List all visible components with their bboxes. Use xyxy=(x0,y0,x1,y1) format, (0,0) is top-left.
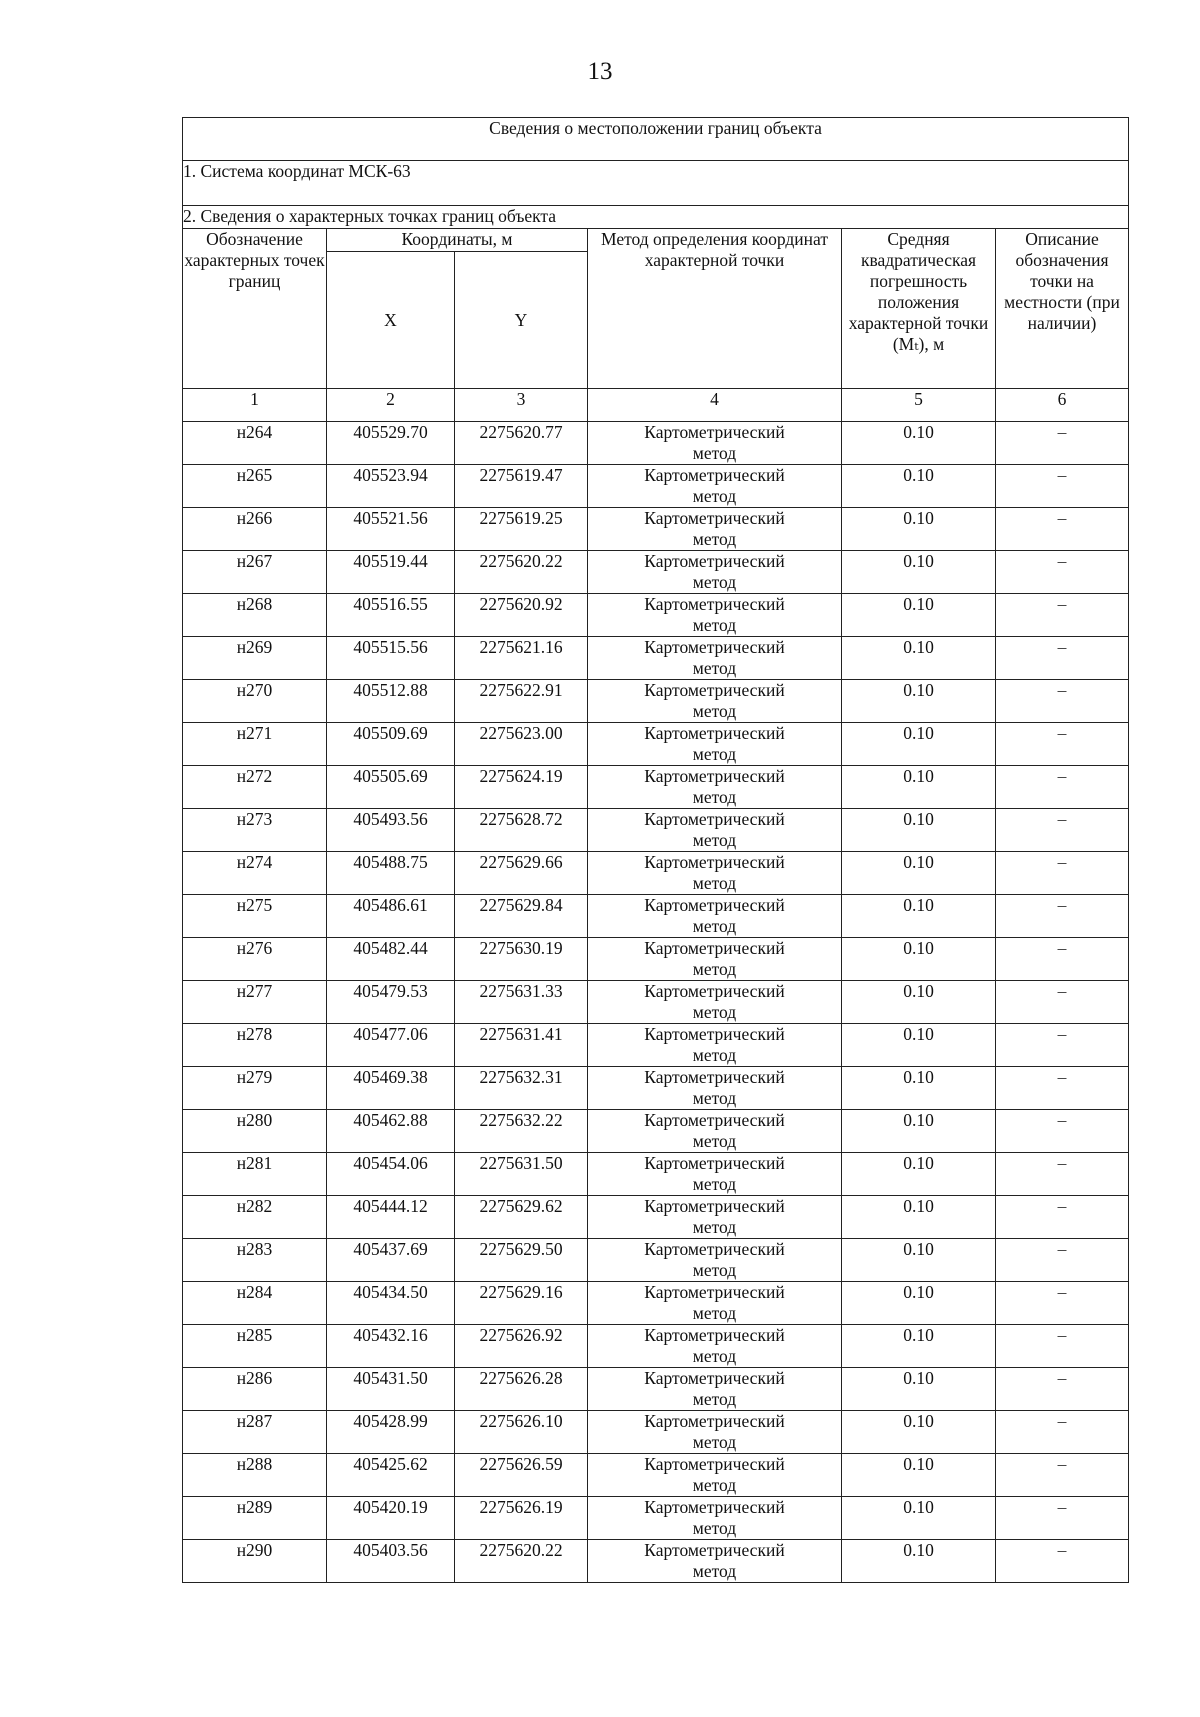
mean-error: 0.10 xyxy=(842,1239,996,1282)
method-line-1: Картометрический xyxy=(644,680,785,700)
point-description: – xyxy=(996,852,1129,895)
coord-x: 405403.56 xyxy=(327,1540,455,1583)
coord-y: 2275619.25 xyxy=(455,508,588,551)
coord-x: 405477.06 xyxy=(327,1024,455,1067)
coord-y: 2275622.91 xyxy=(455,680,588,723)
point-description: – xyxy=(996,1368,1129,1411)
method xyxy=(588,1153,842,1196)
mean-error: 0.10 xyxy=(842,981,996,1024)
method xyxy=(588,852,842,895)
coord-x: 405486.61 xyxy=(327,895,455,938)
table-row xyxy=(183,1067,1129,1110)
method-line-2: метод xyxy=(692,916,737,936)
table-row xyxy=(183,1497,1129,1540)
method-line-1: Картометрический xyxy=(644,1282,785,1302)
point-name: н289 xyxy=(183,1497,327,1540)
coord-y: 2275629.62 xyxy=(455,1196,588,1239)
mean-error: 0.10 xyxy=(842,766,996,809)
coord-y: 2275630.19 xyxy=(455,938,588,981)
method-line-1: Картометрический xyxy=(644,1411,785,1431)
mean-error: 0.10 xyxy=(842,1282,996,1325)
point-name: н275 xyxy=(183,895,327,938)
method-line-2: метод xyxy=(692,1475,737,1495)
method-line-2: метод xyxy=(692,1346,737,1366)
coord-x: 405431.50 xyxy=(327,1368,455,1411)
coord-y: 2275623.00 xyxy=(455,723,588,766)
method xyxy=(588,1282,842,1325)
method xyxy=(588,766,842,809)
coordinate-system: 1. Система координат МСК-63 xyxy=(183,161,1129,206)
coord-x: 405505.69 xyxy=(327,766,455,809)
mean-error: 0.10 xyxy=(842,1540,996,1583)
mean-error: 0.10 xyxy=(842,1497,996,1540)
method-line-1: Картометрический xyxy=(644,723,785,743)
mean-error: 0.10 xyxy=(842,508,996,551)
coord-y: 2275632.31 xyxy=(455,1067,588,1110)
table-row xyxy=(183,852,1129,895)
coord-x: 405462.88 xyxy=(327,1110,455,1153)
coord-x: 405521.56 xyxy=(327,508,455,551)
mean-error: 0.10 xyxy=(842,1024,996,1067)
mean-error: 0.10 xyxy=(842,1411,996,1454)
method-line-1: Картометрический xyxy=(644,1540,785,1560)
coord-y: 2275632.22 xyxy=(455,1110,588,1153)
header-x: X xyxy=(327,252,455,389)
coord-y: 2275626.92 xyxy=(455,1325,588,1368)
header-mean-error: Средняя квадратическая погрешность положения характерной точки (Mₜ), м xyxy=(842,229,996,389)
method-line-2: метод xyxy=(692,1217,737,1237)
table-row xyxy=(183,1153,1129,1196)
method-line-2: метод xyxy=(692,830,737,850)
point-description: – xyxy=(996,809,1129,852)
method-line-1: Картометрический xyxy=(644,895,785,915)
section-heading: 2. Сведения о характерных точках границ объекта xyxy=(183,206,1129,229)
mean-error: 0.10 xyxy=(842,1325,996,1368)
method-line-1: Картометрический xyxy=(644,551,785,571)
method-line-2: метод xyxy=(692,486,737,506)
method-line-1: Картометрический xyxy=(644,508,785,528)
method-line-2: метод xyxy=(692,701,737,721)
table-row xyxy=(183,1454,1129,1497)
header-method: Метод определения координат характерной точки xyxy=(588,229,842,389)
point-description: – xyxy=(996,895,1129,938)
method xyxy=(588,551,842,594)
point-description: – xyxy=(996,465,1129,508)
point-description: – xyxy=(996,1497,1129,1540)
method-line-2: метод xyxy=(692,959,737,979)
header-coordinates: Координаты, м xyxy=(327,229,588,252)
table-row xyxy=(183,766,1129,809)
method xyxy=(588,637,842,680)
point-name: н276 xyxy=(183,938,327,981)
method-line-2: метод xyxy=(692,1432,737,1452)
point-name: н266 xyxy=(183,508,327,551)
method-line-1: Картометрический xyxy=(644,637,785,657)
mean-error: 0.10 xyxy=(842,1196,996,1239)
point-description: – xyxy=(996,637,1129,680)
coord-y: 2275631.50 xyxy=(455,1153,588,1196)
method xyxy=(588,809,842,852)
mean-error: 0.10 xyxy=(842,680,996,723)
method-line-2: метод xyxy=(692,1088,737,1108)
method xyxy=(588,508,842,551)
method xyxy=(588,723,842,766)
coord-x: 405428.99 xyxy=(327,1411,455,1454)
table-row xyxy=(183,551,1129,594)
method xyxy=(588,1540,842,1583)
method-line-1: Картометрический xyxy=(644,1239,785,1259)
point-name: н279 xyxy=(183,1067,327,1110)
point-name: н288 xyxy=(183,1454,327,1497)
method-line-2: метод xyxy=(692,443,737,463)
method-line-1: Картометрический xyxy=(644,809,785,829)
table-row xyxy=(183,1239,1129,1282)
point-name: н284 xyxy=(183,1282,327,1325)
point-name: н283 xyxy=(183,1239,327,1282)
point-description: – xyxy=(996,723,1129,766)
coord-x: 405469.38 xyxy=(327,1067,455,1110)
mean-error: 0.10 xyxy=(842,1067,996,1110)
method-line-2: метод xyxy=(692,615,737,635)
column-number: 3 xyxy=(455,389,588,422)
method-line-2: метод xyxy=(692,873,737,893)
coord-y: 2275626.28 xyxy=(455,1368,588,1411)
method-line-2: метод xyxy=(692,1002,737,1022)
column-number: 6 xyxy=(996,389,1129,422)
method xyxy=(588,1024,842,1067)
point-description: – xyxy=(996,594,1129,637)
header-point-designation: Обозначение характерных точек границ xyxy=(183,229,327,389)
table-row xyxy=(183,938,1129,981)
method-line-1: Картометрический xyxy=(644,594,785,614)
method xyxy=(588,465,842,508)
mean-error: 0.10 xyxy=(842,1110,996,1153)
coord-y: 2275621.16 xyxy=(455,637,588,680)
coord-x: 405425.62 xyxy=(327,1454,455,1497)
coord-x: 405488.75 xyxy=(327,852,455,895)
coord-y: 2275629.50 xyxy=(455,1239,588,1282)
method-line-2: метод xyxy=(692,1518,737,1538)
coord-y: 2275620.22 xyxy=(455,1540,588,1583)
coord-y: 2275624.19 xyxy=(455,766,588,809)
method-line-1: Картометрический xyxy=(644,1024,785,1044)
coord-x: 405434.50 xyxy=(327,1282,455,1325)
point-description: – xyxy=(996,766,1129,809)
coord-y: 2275620.22 xyxy=(455,551,588,594)
table-row xyxy=(183,1411,1129,1454)
point-description: – xyxy=(996,1454,1129,1497)
table-row xyxy=(183,508,1129,551)
point-description: – xyxy=(996,680,1129,723)
coord-x: 405493.56 xyxy=(327,809,455,852)
method xyxy=(588,422,842,465)
method-line-1: Картометрический xyxy=(644,1067,785,1087)
point-name: н280 xyxy=(183,1110,327,1153)
coord-y: 2275620.77 xyxy=(455,422,588,465)
point-description: – xyxy=(996,1067,1129,1110)
table-row xyxy=(183,1325,1129,1368)
method-line-2: метод xyxy=(692,744,737,764)
coord-y: 2275626.19 xyxy=(455,1497,588,1540)
method-line-1: Картометрический xyxy=(644,852,785,872)
coord-y: 2275631.33 xyxy=(455,981,588,1024)
method xyxy=(588,1110,842,1153)
coord-x: 405482.44 xyxy=(327,938,455,981)
point-name: н271 xyxy=(183,723,327,766)
point-name: н278 xyxy=(183,1024,327,1067)
point-name: н287 xyxy=(183,1411,327,1454)
method xyxy=(588,1239,842,1282)
method xyxy=(588,1368,842,1411)
method-line-1: Картометрический xyxy=(644,1497,785,1517)
point-description: – xyxy=(996,551,1129,594)
table-row xyxy=(183,981,1129,1024)
header-description: Описание обозначения точки на местности (при наличии) xyxy=(996,229,1129,389)
method-line-1: Картометрический xyxy=(644,1153,785,1173)
mean-error: 0.10 xyxy=(842,1454,996,1497)
point-description: – xyxy=(996,1196,1129,1239)
coord-y: 2275626.10 xyxy=(455,1411,588,1454)
coord-x: 405509.69 xyxy=(327,723,455,766)
point-description: – xyxy=(996,938,1129,981)
table-row xyxy=(183,594,1129,637)
method-line-2: метод xyxy=(692,1174,737,1194)
method xyxy=(588,1497,842,1540)
column-number: 2 xyxy=(327,389,455,422)
coord-y: 2275620.92 xyxy=(455,594,588,637)
coord-x: 405444.12 xyxy=(327,1196,455,1239)
method xyxy=(588,895,842,938)
point-description: – xyxy=(996,981,1129,1024)
coord-x: 405479.53 xyxy=(327,981,455,1024)
method-line-1: Картометрический xyxy=(644,766,785,786)
coord-y: 2275626.59 xyxy=(455,1454,588,1497)
method-line-1: Картометрический xyxy=(644,1454,785,1474)
point-description: – xyxy=(996,1282,1129,1325)
coord-y: 2275619.47 xyxy=(455,465,588,508)
point-description: – xyxy=(996,1110,1129,1153)
method-line-2: метод xyxy=(692,658,737,678)
point-name: н270 xyxy=(183,680,327,723)
point-description: – xyxy=(996,1239,1129,1282)
table-row xyxy=(183,1110,1129,1153)
coord-x: 405516.55 xyxy=(327,594,455,637)
coord-y: 2275628.72 xyxy=(455,809,588,852)
coord-y: 2275629.84 xyxy=(455,895,588,938)
column-number: 5 xyxy=(842,389,996,422)
table-row xyxy=(183,680,1129,723)
table-row xyxy=(183,723,1129,766)
coord-x: 405437.69 xyxy=(327,1239,455,1282)
column-number: 1 xyxy=(183,389,327,422)
table-row xyxy=(183,1196,1129,1239)
method-line-1: Картометрический xyxy=(644,422,785,442)
point-name: н285 xyxy=(183,1325,327,1368)
coord-x: 405515.56 xyxy=(327,637,455,680)
point-description: – xyxy=(996,508,1129,551)
method-line-1: Картометрический xyxy=(644,1110,785,1130)
mean-error: 0.10 xyxy=(842,422,996,465)
method-line-2: метод xyxy=(692,1389,737,1409)
coord-y: 2275629.66 xyxy=(455,852,588,895)
method xyxy=(588,680,842,723)
mean-error: 0.10 xyxy=(842,1368,996,1411)
boundary-points-table xyxy=(182,117,1129,1583)
method xyxy=(588,1196,842,1239)
mean-error: 0.10 xyxy=(842,852,996,895)
table-row xyxy=(183,422,1129,465)
point-name: н267 xyxy=(183,551,327,594)
coord-x: 405420.19 xyxy=(327,1497,455,1540)
coord-x: 405512.88 xyxy=(327,680,455,723)
method-line-1: Картометрический xyxy=(644,981,785,1001)
mean-error: 0.10 xyxy=(842,809,996,852)
method-line-2: метод xyxy=(692,529,737,549)
method xyxy=(588,1411,842,1454)
method-line-1: Картометрический xyxy=(644,1368,785,1388)
coord-x: 405454.06 xyxy=(327,1153,455,1196)
mean-error: 0.10 xyxy=(842,637,996,680)
method-line-2: метод xyxy=(692,1561,737,1581)
mean-error: 0.10 xyxy=(842,551,996,594)
method-line-1: Картометрический xyxy=(644,465,785,485)
point-name: н265 xyxy=(183,465,327,508)
mean-error: 0.10 xyxy=(842,895,996,938)
table-row xyxy=(183,1540,1129,1583)
point-name: н273 xyxy=(183,809,327,852)
page-number: 13 xyxy=(587,58,613,85)
mean-error: 0.10 xyxy=(842,465,996,508)
table-row xyxy=(183,809,1129,852)
table-row xyxy=(183,1024,1129,1067)
mean-error: 0.10 xyxy=(842,938,996,981)
table-row xyxy=(183,1368,1129,1411)
point-description: – xyxy=(996,1024,1129,1067)
coord-x: 405432.16 xyxy=(327,1325,455,1368)
mean-error: 0.10 xyxy=(842,723,996,766)
table-title: Сведения о местоположении границ объекта xyxy=(183,118,1129,161)
table-row xyxy=(183,465,1129,508)
point-name: н282 xyxy=(183,1196,327,1239)
point-name: н277 xyxy=(183,981,327,1024)
point-name: н272 xyxy=(183,766,327,809)
point-description: – xyxy=(996,1411,1129,1454)
point-name: н290 xyxy=(183,1540,327,1583)
point-name: н269 xyxy=(183,637,327,680)
method xyxy=(588,1325,842,1368)
point-name: н286 xyxy=(183,1368,327,1411)
coord-x: 405519.44 xyxy=(327,551,455,594)
method-line-1: Картометрический xyxy=(644,938,785,958)
method-line-2: метод xyxy=(692,1303,737,1323)
method xyxy=(588,594,842,637)
coord-y: 2275629.16 xyxy=(455,1282,588,1325)
coord-x: 405523.94 xyxy=(327,465,455,508)
method-line-2: метод xyxy=(692,787,737,807)
point-description: – xyxy=(996,1325,1129,1368)
method xyxy=(588,981,842,1024)
table-row xyxy=(183,1282,1129,1325)
point-name: н274 xyxy=(183,852,327,895)
method-line-1: Картометрический xyxy=(644,1196,785,1216)
method-line-2: метод xyxy=(692,1260,737,1280)
point-name: н264 xyxy=(183,422,327,465)
method-line-2: метод xyxy=(692,1131,737,1151)
point-description: – xyxy=(996,1153,1129,1196)
method-line-2: метод xyxy=(692,1045,737,1065)
table-row xyxy=(183,637,1129,680)
method xyxy=(588,1067,842,1110)
point-name: н281 xyxy=(183,1153,327,1196)
method xyxy=(588,938,842,981)
point-description: – xyxy=(996,422,1129,465)
mean-error: 0.10 xyxy=(842,594,996,637)
point-name: н268 xyxy=(183,594,327,637)
coord-y: 2275631.41 xyxy=(455,1024,588,1067)
coord-x: 405529.70 xyxy=(327,422,455,465)
header-y: Y xyxy=(455,252,588,389)
method-line-1: Картометрический xyxy=(644,1325,785,1345)
column-number: 4 xyxy=(588,389,842,422)
mean-error: 0.10 xyxy=(842,1153,996,1196)
point-description: – xyxy=(996,1540,1129,1583)
table-row xyxy=(183,895,1129,938)
method-line-2: метод xyxy=(692,572,737,592)
method xyxy=(588,1454,842,1497)
